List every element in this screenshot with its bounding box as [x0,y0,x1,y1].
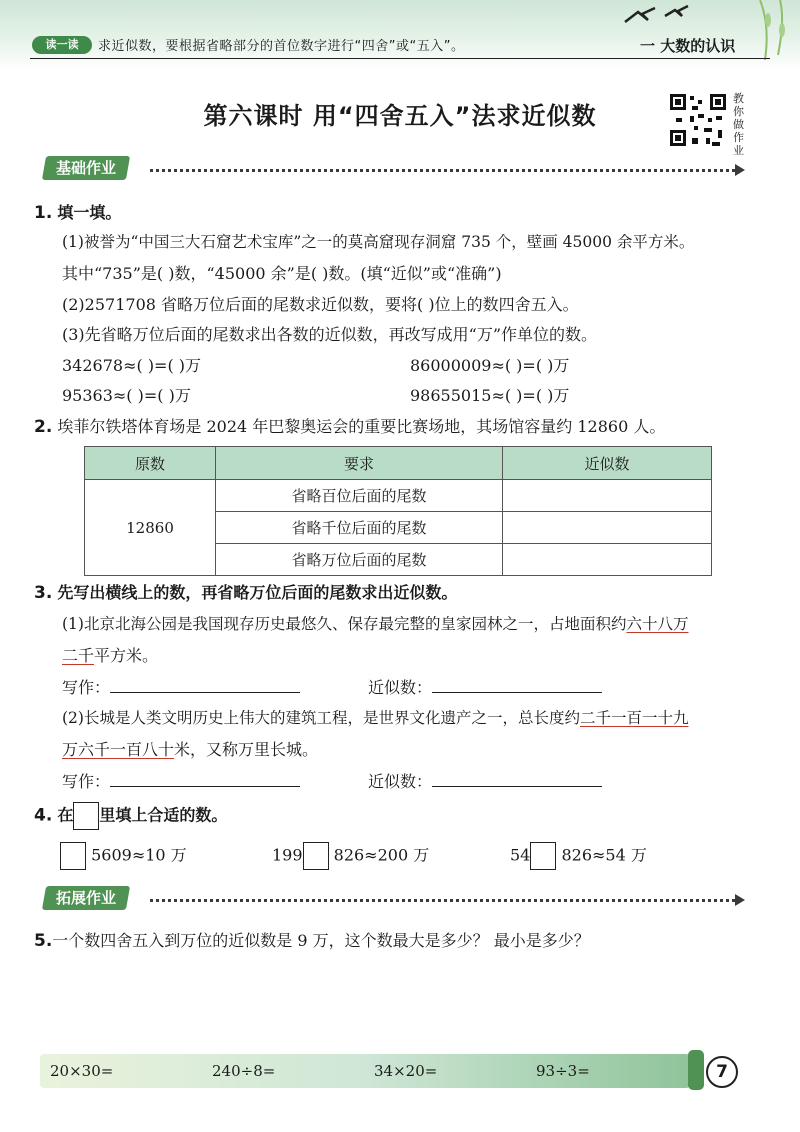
arrow-right-icon [735,164,745,176]
q1-row2-right: 98655015≈( )=( )万 [410,386,570,405]
table-cell-original: 12860 [85,480,216,576]
table-header: 近似数 [503,447,712,480]
example-box [73,802,99,830]
unit-label: 一 大数的认识 [640,37,736,55]
header-rule [30,58,770,59]
answer-box[interactable] [60,842,86,870]
swallow-birds-icon [620,2,690,32]
section-tag-extended: 拓展作业 [42,886,130,910]
question-3-title: 3. 先写出横线上的数，再省略万位后面的尾数求出近似数。 [34,583,458,603]
section-divider [150,169,735,172]
approx-answer-line[interactable] [432,770,602,787]
q1-part1-line2: 其中“735”是( )数，“45000 余”是( )数。(填“近似”或“准确”) [62,264,502,283]
table-cell-requirement: 省略万位后面的尾数 [216,544,503,576]
q4-item-2: 199 826≈200 万 [272,842,429,870]
section-divider [150,899,735,902]
q3-part2-answers: 写作： [62,769,300,792]
table-header: 原数 [85,447,216,480]
qr-caption: 教你做作业 [733,92,744,157]
q1-row2-left: 95363≈( )=( )万 [62,386,191,405]
q4-item-1: 5609≈10 万 [60,842,187,870]
table-header-row [85,447,712,480]
q3-part1-line2: 二千平方米。 [62,646,159,665]
q1-row1-left: 342678≈( )=( )万 [62,356,202,375]
table-header: 要求 [216,447,503,480]
answer-box[interactable] [303,842,329,870]
q3-part1-line1: (1)北京北海公园是我国现存历史最悠久、保存最完整的皇家园林之一，占地面积约六十八万 [62,615,689,633]
q1-row1-right: 86000009≈( )=( )万 [410,356,570,375]
q3-part2-line2: 万六千一百八十米，又称万里长城。 [62,740,319,759]
qr-code-icon[interactable] [668,92,728,148]
table-row [85,480,712,512]
approx-answer-line[interactable] [432,676,602,693]
q4-item-3: 54 826≈54 万 [510,842,647,870]
section-tag-basic: 基础作业 [42,156,130,180]
question-1-title: 1. 填一填。 [34,203,122,223]
q3-part1-answers: 写作： [62,675,300,698]
footer-band [40,1054,690,1088]
write-answer-line[interactable] [110,676,300,693]
answer-cell[interactable] [503,512,712,544]
question-4-title: 4. 在 里填上合适的数。 [34,802,227,830]
table-cell-requirement: 省略百位后面的尾数 [216,480,503,512]
footer-tab [688,1050,704,1090]
footer-exercise: 34×20= [374,1062,438,1080]
page-title: 第六课时 用“四舍五入”法求近似数 [203,102,597,130]
footer-exercise: 20×30= [50,1062,114,1080]
write-answer-line[interactable] [110,770,300,787]
footer-exercise: 240÷8= [212,1062,276,1080]
question-5-text: 5.一个数四舍五入到万位的近似数是 9 万，这个数最大是多少？ 最小是多少？ [34,931,590,951]
answer-box[interactable] [530,842,556,870]
q1-part2: (2)2571708 省略万位后面的尾数求近似数，要将( )位上的数四舍五入。 [62,295,579,314]
willow-branch-decoration [740,0,800,60]
reading-tip: 求近似数，要根据省略部分的首位数字进行“四舍”或“五入”。 [98,39,465,54]
q3-part2-line1: (2)长城是人类文明历史上伟大的建筑工程，是世界文化遗产之一，总长度约二千一百一十九 [62,709,689,727]
q1-part1-line1: (1)被誉为“中国三大石窟艺术宝库”之一的莫高窟现存洞窟 735 个，壁画 45000 余平方米。 [62,233,695,251]
footer-exercise: 93÷3= [536,1062,590,1080]
question-2-text: 2. 埃菲尔铁塔体育场是 2024 年巴黎奥运会的重要比赛场地，其场馆容量约 12860 人。 [34,417,666,437]
q3-part1-approx: 近似数： [368,675,602,698]
answer-cell[interactable] [503,544,712,576]
read-badge: 读一读 [32,36,92,54]
table-cell-requirement: 省略千位后面的尾数 [216,512,503,544]
approximation-table [84,446,712,576]
answer-cell[interactable] [503,480,712,512]
arrow-right-icon [735,894,745,906]
page-number: 7 [706,1056,738,1088]
q3-part2-approx: 近似数： [368,769,602,792]
q1-part3: (3)先省略万位后面的尾数求出各数的近似数，再改写成用“万”作单位的数。 [62,325,598,344]
